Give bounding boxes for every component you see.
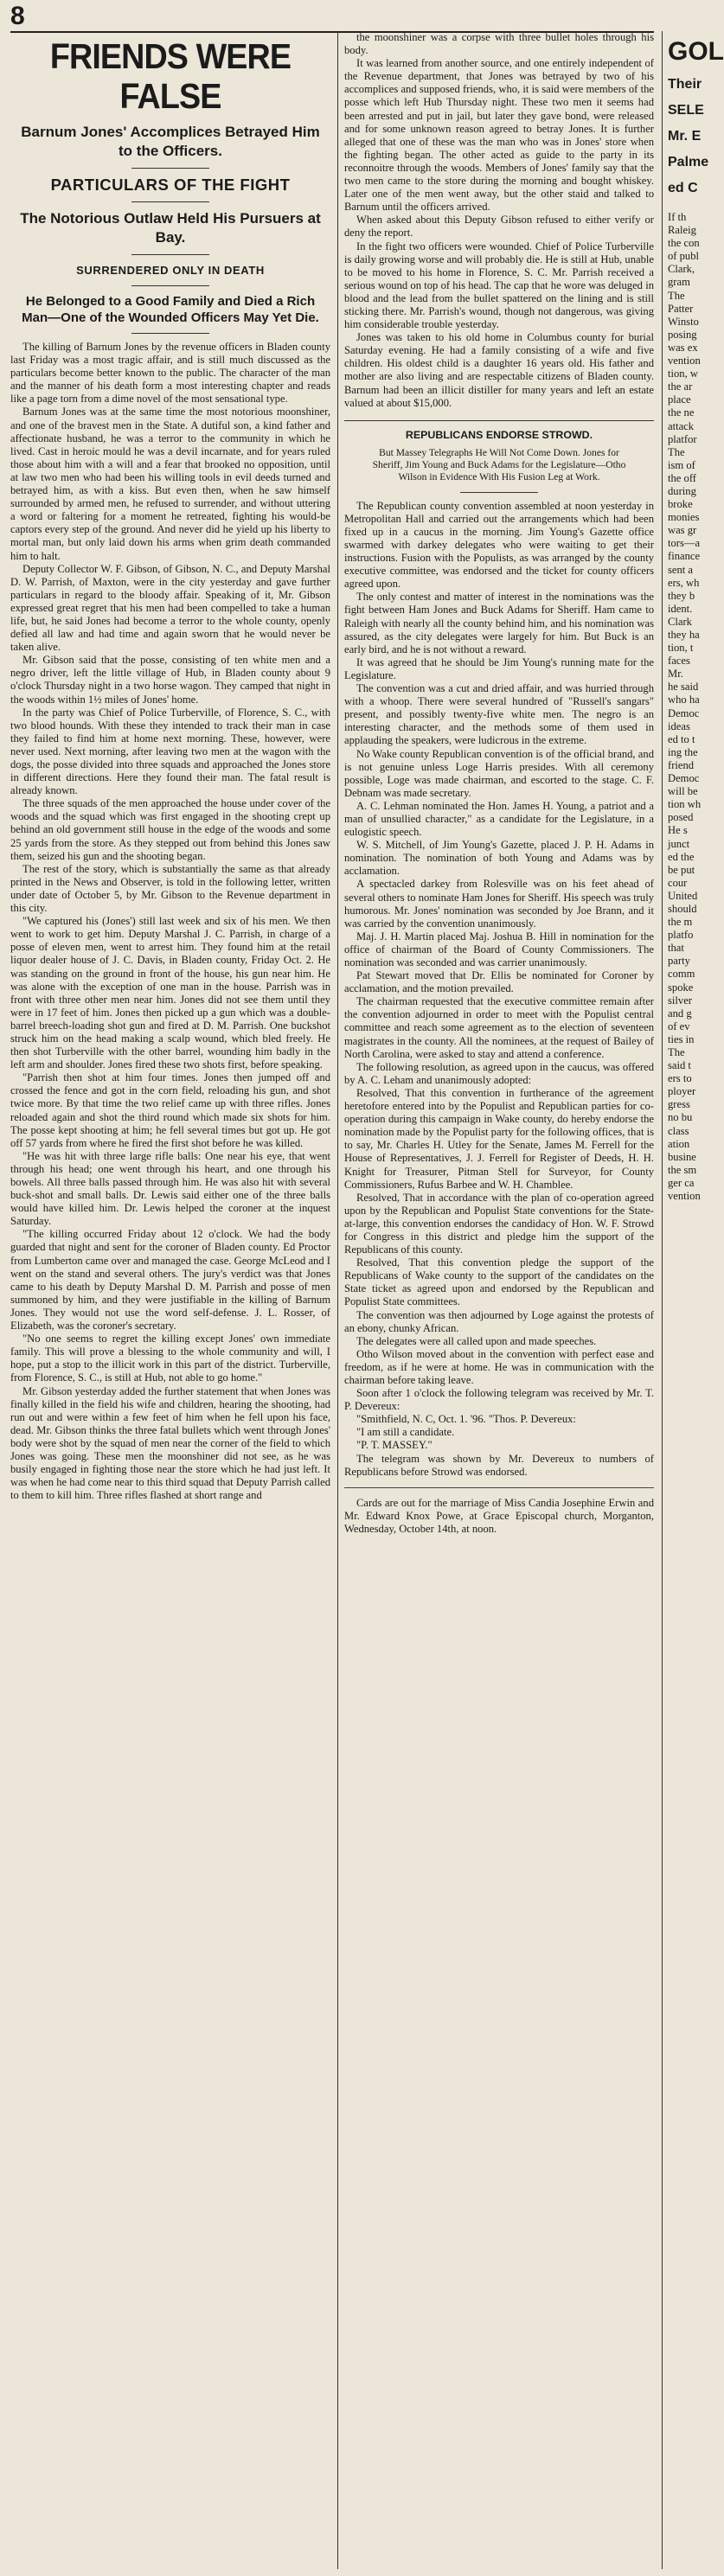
column-3-fragment: faces xyxy=(668,655,690,668)
paragraph: Maj. J. H. Martin placed Maj. Joshua B. Hill in nomination for the office of chairman of the Board of County Commissioners. The nomination was seconded and was carrier unanimously. xyxy=(344,930,654,968)
column-3-fragment: The xyxy=(668,445,685,458)
paragraph: When asked about this Deputy Gibson refused to either verify or deny the report. xyxy=(344,214,654,240)
headline-deck-4: SURRENDERED ONLY IN DEATH xyxy=(76,264,265,277)
paragraph: The following resolution, as agreed upon in the caucus, was offered by A. C. Leham and unanimously adopted: xyxy=(344,1060,654,1086)
column-3-fragment: finance xyxy=(668,550,701,563)
column-3-fragment: Democ xyxy=(668,772,700,785)
column-3-fragment: ed the xyxy=(668,850,695,863)
column-3-fragment: cour xyxy=(668,876,688,889)
paragraph: It was agreed that he should be Jim Young's running mate for the Legislature. xyxy=(344,655,654,681)
column-3-fragment: the sm xyxy=(668,1163,697,1176)
column-3-fragment: ers to xyxy=(668,1072,692,1085)
column-1 xyxy=(10,31,330,2569)
deck-divider xyxy=(131,285,209,286)
column-3-fragment: tion, t xyxy=(668,642,694,655)
column-3-fragment: Palme xyxy=(668,155,709,169)
column-3-fragment: they ha xyxy=(668,629,700,641)
paragraph: "No one seems to regret the killing except Jones' own immediate family. This will prove a blessing to the whole community and will, I hope, put a stop to the illicit work in this part of the district. Turberville, from Florence, S. C., is still at Hub, not able to go home." xyxy=(10,1333,330,1384)
column-3-fragment: sent a xyxy=(668,563,694,576)
column-3-fragment: party xyxy=(668,955,690,968)
paragraph: "P. T. MASSEY." xyxy=(356,1439,432,1452)
paragraph: The three squads of the men approached the house under cover of the woods and the squad which was first engaged in the shooting crept up behind an old government still house in the edge of the woods and some 25 yards from the store. As they stepped out from behind this Jones saw them, seized his gun and the shooting began. xyxy=(10,797,330,862)
article2-headline: REPUBLICANS ENDORSE STROWD. xyxy=(344,420,654,442)
column-3-fragment: tion, w xyxy=(668,368,698,380)
paragraph: Soon after 1 o'clock the following telegram was received by Mr. T. P. Devereux: xyxy=(344,1387,654,1413)
column-3-fragment: place xyxy=(668,393,691,406)
article-body-col2 xyxy=(344,31,654,410)
column-3-fragment: Raleig xyxy=(668,224,696,237)
column-3-fragment: vention xyxy=(668,1190,701,1203)
paragraph: Resolved, That this convention pledge the support of the Republicans of Wake county to the support of the candidates on the State ticket as agreed upon and endorsed by the Republican and Populist State committees. xyxy=(344,1256,654,1308)
column-3-fragment: he said xyxy=(668,681,699,694)
column-3-fragment: junct xyxy=(668,837,690,850)
column-3-fragment: ed C xyxy=(668,181,698,195)
column-3-fragment: platfo xyxy=(668,929,694,942)
column-3-fragment: of publ xyxy=(668,250,700,263)
paragraph: "We captured his (Jones') still last week and six of his men. We then went to work to get him. Deputy Marshal J. C. Parrish, in charge of a posse of eleven men, went to arrest him. They found him at the retail liquor dealer house of J. C. Davis, in Bladen county, Friday Oct. 2. He was standing on the ground in front of the house, his gun near him. He was alone with the exception of one man in the house. Parrish was in front with three other men near him. Jones did not see them until they were in 17 feet of him. Jones then picked up a gun which was a double-barrel breech-loading shot gun and fired at D. M. Parrish. One buckshot struck him on the head making a scalp wound, which bled freely. He then shot Turberville with the other barrel, wounding him badly in the left arm and shoulder. Jones fired these two shots first, before speaking. xyxy=(10,915,330,1071)
column-3-fragment: the con xyxy=(668,237,700,250)
column-3-fragment: friend xyxy=(668,758,695,771)
column-3-fragment: of ev xyxy=(668,1020,690,1032)
paragraph: The delegates were all called upon and made speeches. xyxy=(356,1334,597,1347)
paragraph: W. S. Mitchell, of Jim Young's Gazette, placed J. P. H. Adams in nomination. The nomination of both Young and Adams was by acclamation. xyxy=(344,839,654,878)
paragraph: The convention was a cut and dried affair, and was hurried through with a whoop. There were several hundred of "Russell's sangars" present, and possibly twenty-five white men. The negro is an interesting character, and the methods some of them used in applauding the speakers, were ludicrous in the extreme. xyxy=(344,682,654,747)
paragraph: The convention was then adjourned by Loge against the protests of an ebony, chunky African. xyxy=(344,1308,654,1334)
column-3-fragment: Mr. E xyxy=(668,129,702,144)
column-2 xyxy=(344,31,654,2569)
column-3-fragment: ployer xyxy=(668,1085,696,1098)
paragraph: Deputy Collector W. F. Gibson, of Gibson, N. C., and Deputy Marshal D. W. Parrish, of Maxton, were in the city yesterday and gave further particulars in regard to the bloody affair. Speaking of it, Mr. Gibson expressed great regret that his men had been compelled to take a human life, but, he said Jones had become a terror to the whole county, openly defied all law and had time and again sworn that he would never be taken alive. xyxy=(10,562,330,654)
column-3-fragment: ation xyxy=(668,1137,690,1150)
column-3-fragment: United xyxy=(668,889,698,902)
headline-deck-2: PARTICULARS OF THE FIGHT xyxy=(50,176,291,194)
page-number: 8 xyxy=(10,2,25,30)
column-3-fragment: said t xyxy=(668,1059,691,1072)
column-3-fragment: ed to t xyxy=(668,732,695,745)
paragraph: "He was hit with three large rifle balls: One near his eye, that went through his head; one went through his heart, and one through his bowels. All three balls passed through him. He was also hit with several buck-shot and small balls. Dr. Lewis said either one of the three balls would have killed him. Dr. Lewis helped the coroner at the inquest Saturday. xyxy=(10,1149,330,1228)
column-3-fragment: busine xyxy=(668,1150,696,1163)
column-3-fragment: The xyxy=(668,289,685,302)
paragraph: In the party was Chief of Police Turberville, of Florence, S. C., with two blood hounds. With these they intended to track their man in case they failed to find him at home next morning. These, however, were never used. Next morning, after leaving two men at the wagon with the dogs, the posse divided into three squads and approached the Jones store in different directions. Here they found their man. The fatal result is already known. xyxy=(10,706,330,797)
column-3-fragment: gress xyxy=(668,1098,690,1111)
column-3-fragment: gram xyxy=(668,276,690,289)
paragraph: The Republican county convention assembled at noon yesterday in Metropolitan Hall and carried out the arrangements which had been fixed up in a caucus in the morning. Jim Young's Gazette office swarmed with darkey delegates who were waiting to get their instructions. Fusion with the Populists, as was arranged by the county executive committee, was endorsed and the ticket for county officers agreed upon. xyxy=(344,499,654,591)
column-3-fragment: the m xyxy=(668,916,693,929)
column-3-fragment: was gr xyxy=(668,524,697,537)
paragraph: Otho Wilson moved about in the convention with perfect ease and freedom, as if he were at home. He was in communication with the chairman before taking leave. xyxy=(344,1347,654,1386)
column-3-fragment: ism of xyxy=(668,458,695,471)
column-3-fragment: spoke xyxy=(668,981,694,994)
article-body-col1 xyxy=(10,341,330,1502)
column-3-fragment: class xyxy=(668,1124,689,1137)
paragraph: "Smithfield, N. C, Oct. 1. '96. "Thos. P. Devereux: xyxy=(356,1413,576,1426)
article-headline: FRIENDS WERE FALSE xyxy=(49,36,292,116)
column-3-fragment: they b xyxy=(668,589,695,602)
column-3-fragment: the ne xyxy=(668,406,695,419)
paragraph: Resolved, That this convention in furtherance of the agreement heretofore entered into by the Populist and Republican parties for co-operation during this campaign in Wake county, do hereby endorse the nomination made by the Populist party for the following offices, that is to say, Mr. Charles H. Utley for the Senate, James M. Ferrell for the House of Representatives, J. J. Ferrell for Register of Deeds, H. H. Knight for Treasurer, Pitman Stell for Surveyor, for County Commissioners, Rufus Barbee and W. H. Chamblee. xyxy=(344,1086,654,1191)
column-3-fragment: during xyxy=(668,484,696,497)
column-3-fragment: Clark, xyxy=(668,263,695,276)
paragraph: The chairman requested that the executive committee remain after the convention adjourned in order to meet with the Populist central committee and reach some agreement as to the election of seventeen magistrates in the county. All the nominees, at the request of Bailey of North Carolina, were asked to stay and attend a conference. xyxy=(344,995,654,1060)
paragraph: the moonshiner was a corpse with three bullet holes through his body. xyxy=(344,31,654,57)
paragraph: Mr. Gibson yesterday added the further statement that when Jones was finally killed in the field his wife and children, hearing the shooting, had run out and were within a few feet of him when he fell upon his face, dead. Mr. Gibson thinks the three fatal bullets which went through Jones' body were shot by the squad of men near the corner of the field to which Jones was going. These men the moonshiner did not see, as he was busily engaged in fighting those near the store which he had just left. It was when he had come near to this third squad that Deputy Parrish called to them to kill him. Three rifles flashed at short range and xyxy=(10,1384,330,1502)
paragraph: The rest of the story, which is substantially the same as that already printed in the News and Observer, is told in the following letter, written under date of October 5, by Mr. Gibson to the Revenue department in this city. xyxy=(10,862,330,915)
column-3-fragment: should xyxy=(668,902,697,915)
paragraph: The telegram was shown by Mr. Devereux to numbers of Republicans before Strowd was endorsed. xyxy=(344,1452,654,1478)
column-3-cropped xyxy=(668,31,724,2569)
column-3-fragment: be put xyxy=(668,863,695,876)
column-rule-1 xyxy=(337,31,338,2569)
paragraph: Barnum Jones was at the same time the most notorious moonshiner, and one of the bravest men in the State. A dutiful son, a kind father and affectionate husband, he was a terror to the community in which he lived. Cast in heroic mould he was a devil incarnate, and for years ruled those about him with a will and a fear that brooked no opposition, until at law two men who had been his willing tools in evil deeds turned and betrayed him, as with a kiss. But even then, when he saw himself surrounded by armed men, he refused to surrender, and without uttering a word or faltering for a moment he retreated, fighting his would-be captors every step of the ground. And never did he yield up his liberty to mortal man, but only laid down his arms when grim death commanded him to halt. xyxy=(10,406,330,562)
column-3-fragment: ger ca xyxy=(668,1176,695,1189)
column-3-fragment: the ar xyxy=(668,380,693,393)
wedding-notice: Cards are out for the marriage of Miss Candia Josephine Erwin and Mr. Edward Knox Powe, at Grace Episcopal church, Morganton, Wednesday, October 14th, at noon. xyxy=(344,1496,654,1535)
paragraph: Pat Stewart moved that Dr. Ellis be nominated for Coroner by acclamation, and the motion prevailed. xyxy=(344,969,654,995)
column-3-fragment: The xyxy=(668,1046,685,1058)
column-3-fragment: tors—a xyxy=(668,537,701,550)
column-3-fragment: Winsto xyxy=(668,315,699,328)
headline-deck-5: He Belonged to a Good Family and Died a Rich Man—One of the Wounded Officers May Yet Die. xyxy=(22,294,319,325)
column-3-fragment: Clark xyxy=(668,615,692,628)
column-3-fragment: no bu xyxy=(668,1111,693,1124)
column-3-fragment: posed xyxy=(668,811,694,824)
column-3-fragment: was ex xyxy=(668,341,698,354)
headline-deck-3: The Notorious Outlaw Held His Pursuers at Bay. xyxy=(20,210,321,246)
column-3-fragment: and g xyxy=(668,1007,692,1020)
column-3-fragment: SELE xyxy=(668,103,704,118)
column-3-fragment: ideas xyxy=(668,719,690,732)
column-3-fragment: the off xyxy=(668,471,696,484)
column-3-fragment: Democ xyxy=(668,706,700,719)
column-rule-2 xyxy=(662,31,663,2569)
deck-divider xyxy=(131,254,209,255)
paragraph: No Wake county Republican convention is of the official brand, and is not genuine unless Loge Harris presides. With all ceremony possible, Loge was made chairman, and escorted to the stage. C. F. Debnam was made secretary. xyxy=(344,747,654,799)
headline-deck-1: Barnum Jones' Accomplices Betrayed Him to the Officers. xyxy=(21,124,320,159)
paragraph: It was learned from another source, and one entirely independent of the Revenue department, that Jones was betrayed by two of his accomplices and supposed friends, who, it is said were members of the posse which left Hub Thursday night. These two men it seems had been arrested and put in jail, but later they gave bond, were released and for some unknown reason agreed to betray Jones. It is further alleged that one of these was the man who was in Jones' store when the fighting began. The other acted as guide to the party in its reconnoitre through the woods. Members of Jones' family say that the two men came to the store during the morning and bought whiskey. Later one of the men went away, but the other staid and talked to Barnum until the officers arrived. xyxy=(344,57,654,214)
article2-subdeck: But Massey Telegraphs He Will Not Come Down. Jones for Sheriff, Jim Young and Buck Adams for the Legislature—Otho Wilson in Evidence With His Fusion Leg at Work. xyxy=(372,446,626,483)
column-3-fragment: Their xyxy=(668,77,702,92)
article2-body xyxy=(344,500,654,1479)
deck-divider xyxy=(131,168,209,169)
column-3-fragment: vention xyxy=(668,355,701,368)
column-3-fragment: ing the xyxy=(668,745,698,758)
paragraph: The only contest and matter of interest in the nominations was the fight between Ham Jones and Buck Adams for Sheriff. Ham came to Raleigh with nearly all the county behind him, and his nomination was assured, as the city delegates were largely for him. But Buck is an early bird, and he is not without a reward. xyxy=(344,591,654,655)
column-3-fragment: platfor xyxy=(668,432,697,445)
deck-divider xyxy=(131,333,209,334)
column-3-fragment: monies xyxy=(668,511,700,524)
paragraph: Resolved, That in accordance with the plan of co-operation agreed upon by the Republican and Populist State conventions for the State-at-large, this convention endorses the candidacy of Hon. W. F. Strowd for Congress in this district and pledge him the support of the Republicans of this county. xyxy=(344,1191,654,1256)
column-3-fragment: comm xyxy=(668,968,695,981)
column-3-fragment: broke xyxy=(668,498,693,511)
paragraph: "I am still a candidate. xyxy=(356,1426,455,1439)
column-3-fragment: ties in xyxy=(668,1032,695,1045)
paragraph: "Parrish then shot at him four times. Jones then jumped off and crossed the fence and got in the corn field, reloading his gun, and shot twice more. By that time the two relief came up with three rifles. Jones reloaded again and shot the third round which made six shots for him. The posse kept shooting at him; he fell several times but got up. He got off 57 yards from where he fired the first shot before he was killed. xyxy=(10,1071,330,1149)
paragraph: Mr. Gibson said that the posse, consisting of ten white men and a negro driver, left the little village of Hub, in Bladen county about 9 o'clock Thursday night in a two horse wagon. They camped that night in the woods within 1½ miles of Jones' home. xyxy=(10,654,330,706)
column-3-fragment: ers, wh xyxy=(668,576,700,589)
paragraph: "The killing occurred Friday about 12 o'clock. We had the body guarded that night and sent for the coroner of Bladen county. Ed Proctor from Lumberton came over and managed the case. George McLeod and I went on the stand and several others. The jury's verdict was that Jones came to his death by Deputy Marshal D. M. Parrish and posse of men summoned by him, and they were justifiable in the killing of Barnum Jones. They would not use the word self-defense. J. L. Rosser, of Elizabeth, was the coroner's secretary. xyxy=(10,1228,330,1333)
column-3-fragment: He s xyxy=(668,824,688,837)
column-3-fragment: Mr. xyxy=(668,668,683,681)
column-3-fragment: attack xyxy=(668,419,695,432)
column-3-fragment: who ha xyxy=(668,694,700,706)
article-separator xyxy=(344,1487,654,1488)
column-3-fragment: silver xyxy=(668,994,692,1007)
column-3-fragment: GOL xyxy=(668,37,724,66)
paragraph: A. C. Lehman nominated the Hon. James H. Young, a patriot and a man of unsullied character," as a candidate for the Legislature, in a eulogistic speech. xyxy=(344,799,654,839)
column-3-fragment: Patter xyxy=(668,302,694,315)
column-3-fragment: will be xyxy=(668,785,698,798)
deck-divider xyxy=(131,201,209,202)
column-3-fragment: that xyxy=(668,942,684,955)
deck-divider xyxy=(460,492,538,493)
column-3-fragment: tion wh xyxy=(668,798,702,811)
column-3-fragment: If th xyxy=(668,211,687,223)
paragraph: In the fight two officers were wounded. Chief of Police Turberville is daily growing worse and will probably die. He is still at Hub, unable to be moved to his home in Florence, S. C. Mr. Parrish received a serious wound on top of his head. The cap that he wore was deluged in blood and the lead from the bullet spattered on the lining and is still sticking there. Mr. Parrish's wound, though not dangerous, was giving him considerable trouble yesterday. xyxy=(344,240,654,331)
column-3-fragment: ident. xyxy=(668,602,693,615)
column-3-fragment: posing xyxy=(668,328,697,341)
paragraph: A spectacled darkey from Rolesville was on his feet ahead of several others to nominate Ham Jones for Sheriff. His speech was truly humorous. Mr. Jones' nomination was seconded by Joe Brann, and it was carried by the convention unanimously. xyxy=(344,878,654,930)
paragraph: The killing of Barnum Jones by the revenue officers in Bladen county last Friday was a most tragic affair, and is still much discussed as the particulars become better known to the public. The character of the man and the manner of his death form a most interesting chapter and reads like a page torn from a dime novel of the most sensational type. xyxy=(10,341,330,406)
paragraph: Jones was taken to his old home in Columbus county for burial Saturday evening. He had a family consisting of a wife and five children. His oldest child is a daughter 16 years old. His father and mother are also living and are respectable citizens of Bladen county. Barnum had been an illicit distiller for many years and left an estate valued at about $15,000. xyxy=(344,331,654,409)
